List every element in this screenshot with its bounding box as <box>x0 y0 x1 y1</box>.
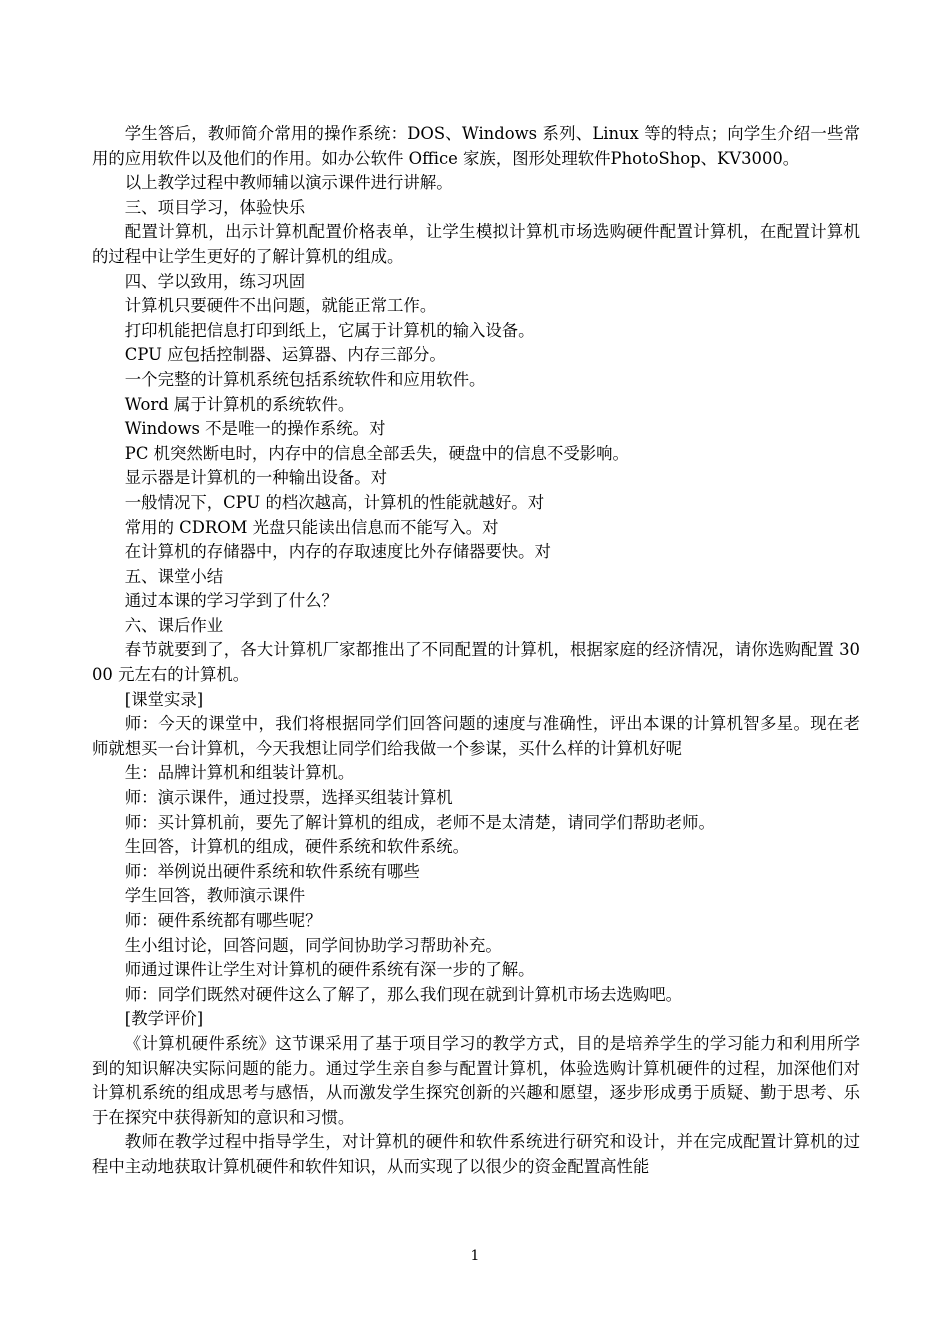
exercise-item: 一般情况下，CPU 的档次越高，计算机的性能就越好。对 <box>124 492 545 512</box>
paragraph: 学生答后，教师简介常用的操作系统：DOS、Windows 系列、Linux 等的特点；向学生介绍一些常用的应用软件以及他们的作用。如办公软件 Office 家族，图形处理软件PhotoShop、KV3000。 <box>92 124 860 168</box>
exercise-item: 常用的 CDROM 光盘只能读出信息而不能写入。对 <box>124 517 499 537</box>
exercise-item: 在计算机的存储器中，内存的存取速度比外存储器要快。对 <box>124 542 551 562</box>
exercise-item: 显示器是计算机的一种输出设备。对 <box>124 468 388 488</box>
section-heading: 六、课后作业 <box>124 615 224 635</box>
dialogue-line: 生：品牌计算机和组装计算机。 <box>124 763 355 783</box>
dialogue-line: 师：举例说出硬件系统和软件系统有哪些 <box>124 861 420 881</box>
dialogue-line: 生小组讨论，回答问题，同学间协助学习帮助补充。 <box>124 935 502 955</box>
dialogue-line: 学生回答，教师演示课件 <box>124 886 306 906</box>
paragraph: 通过本课的学习学到了什么？ <box>124 591 338 611</box>
section-heading: 三、项目学习，体验快乐 <box>124 197 306 217</box>
dialogue-line: 师：今天的课堂中，我们将根据同学们回答问题的速度与准确性，评出本课的计算机智多星。现在老师就想买一台计算机，今天我想让同学们给我做一个参谋，买什么样的计算机好呢 <box>92 714 860 758</box>
dialogue-line: 师：演示课件，通过投票，选择买组装计算机 <box>124 788 453 808</box>
exercise-item: Windows 不是唯一的操作系统。对 <box>124 419 386 439</box>
exercise-item: Word 属于计算机的系统软件。 <box>124 394 355 414</box>
exercise-item: 计算机只要硬件不出问题，就能正常工作。 <box>124 296 437 316</box>
section-heading: [课堂实录] <box>124 689 204 709</box>
exercise-item: 一个完整的计算机系统包括系统软件和应用软件。 <box>124 369 486 389</box>
section-heading: 四、学以致用，练习巩固 <box>124 271 306 291</box>
paragraph: 《计算机硬件系统》这节课采用了基于项目学习的教学方式，目的是培养学生的学习能力和利用所学到的知识解决实际问题的能力。通过学生亲自参与配置计算机，体验选购计算机硬件的过程，加深他们对计算机系统的组成思考与感悟，从而激发学生探究创新的兴趣和愿望，逐步形成勇于质疑、勤于思考、乐于在探究中获得新知的意识和习惯。 <box>92 1033 860 1127</box>
dialogue-line: 师：硬件系统都有哪些呢？ <box>124 911 322 930</box>
exercise-item: PC 机突然断电时，内存中的信息全部丢失，硬盘中的信息不受影响。 <box>124 443 629 463</box>
dialogue-line: 师通过课件让学生对计算机的硬件系统有深一步的了解。 <box>124 960 535 980</box>
exercise-item: CPU 应包括控制器、运算器、内存三部分。 <box>124 345 446 365</box>
paragraph: 配置计算机，出示计算机配置价格表单，让学生模拟计算机市场选购硬件配置计算机，在配置计算机的过程中让学生更好的了解计算机的组成。 <box>92 222 860 266</box>
exercise-item: 打印机能把信息打印到纸上，它属于计算机的输入设备。 <box>124 320 535 340</box>
dialogue-line: 师：同学们既然对硬件这么了解了，那么我们现在就到计算机市场去选购吧。 <box>124 984 683 1004</box>
page-number: 1 <box>470 1248 480 1264</box>
paragraph: 春节就要到了，各大计算机厂家都推出了不同配置的计算机，根据家庭的经济情况，请你选购配置 3000 元左右的计算机。 <box>92 640 860 685</box>
document-body <box>92 122 860 1180</box>
section-heading: [教学评价] <box>124 1009 204 1029</box>
paragraph: 教师在教学过程中指导学生，对计算机的硬件和软件系统进行研究和设计，并在完成配置计算机的过程中主动地获取计算机硬件和软件知识，从而实现了以很少的资金配置高性能 <box>92 1132 860 1176</box>
dialogue-line: 生回答，计算机的组成，硬件系统和软件系统。 <box>124 837 469 857</box>
paragraph: 以上教学过程中教师辅以演示课件进行讲解。 <box>124 173 453 193</box>
section-heading: 五、课堂小结 <box>124 566 224 586</box>
dialogue-line: 师：买计算机前，要先了解计算机的组成，老师不是太清楚，请同学们帮助老师。 <box>124 812 715 832</box>
